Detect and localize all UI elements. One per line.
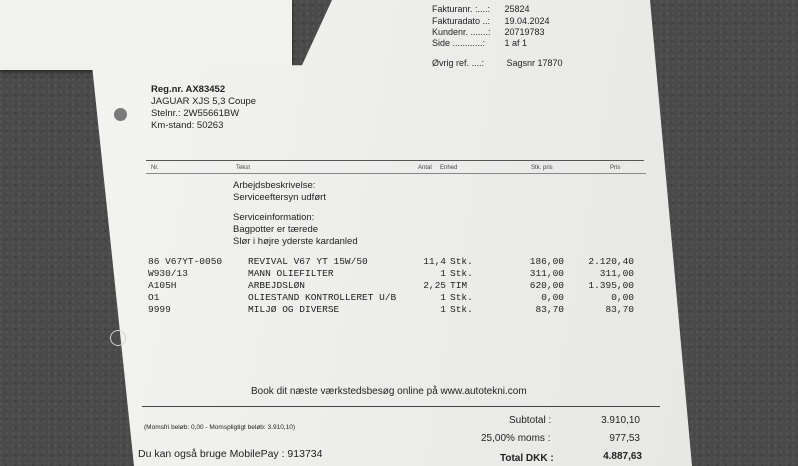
col-header-text: Tekst [236, 165, 251, 171]
line-item-qty: 11,4 [423, 256, 446, 267]
line-item-unit: Stk. [450, 292, 473, 303]
mileage: Km-stand: 50263 [151, 120, 224, 131]
vat-note: (Momsfri beløb: 0,00 - Momspligtigt beløb: 3.910,10) [144, 424, 296, 431]
table-top-rule [146, 160, 644, 161]
line-item-qty: 2,25 [423, 280, 446, 291]
meta-label: Fakturanr. :....: [432, 4, 491, 14]
punch-hole [114, 108, 127, 121]
meta-label: Kundenr. .......: [432, 27, 491, 37]
meta-value: 20719783 [504, 27, 545, 37]
invoice-meta-row [432, 27, 545, 37]
meta-value: 25824 [504, 4, 530, 14]
line-item-unit-price: 311,00 [529, 268, 564, 279]
line-item-amount: 311,00 [599, 268, 634, 279]
meta-value: 1 af 1 [504, 38, 528, 48]
vehicle-model: JAGUAR XJS 5,3 Coupe [151, 96, 257, 107]
line-item-number: O1 [148, 292, 160, 303]
service-info-title: Serviceinformation: [233, 212, 315, 223]
line-item-text: REVIVAL V67 YT 15W/50 [248, 256, 368, 267]
service-info-line: Bagpotter er tærede [233, 224, 319, 235]
other-ref-value: Sagsnr 17870 [506, 58, 563, 68]
line-item-qty: 1 [440, 292, 446, 303]
vat-value: 977,53 [609, 433, 640, 444]
subtotal-value: 3.910,10 [601, 415, 640, 426]
subtotal-label: Subtotal : [509, 415, 552, 426]
vat-label: 25,00% moms : [481, 433, 551, 444]
footer-rule [142, 406, 660, 407]
line-item-text: ARBEJDSLØN [248, 280, 306, 291]
work-description-title: Arbejdsbeskrivelse: [233, 180, 316, 191]
line-item-unit: TIM [450, 280, 468, 291]
line-item-unit-price: 0,00 [541, 292, 564, 303]
line-item-number: W930/13 [148, 268, 188, 279]
line-item-number: 86 V67YT-0050 [148, 256, 223, 267]
total-label: Total DKK : [500, 453, 554, 464]
line-item-unit-price: 186,00 [529, 256, 564, 267]
line-item-text: MANN OLIEFILTER [248, 268, 334, 279]
col-header-unit: Enhed [440, 165, 458, 171]
table-header-rule [146, 173, 646, 174]
line-item-amount: 1.395,00 [588, 280, 634, 291]
table-row [148, 256, 648, 268]
total-value: 4.887,63 [603, 451, 642, 462]
vehicle-info [151, 84, 256, 132]
mobilepay-note: Du kan også bruge MobilePay : 913734 [138, 448, 323, 460]
other-ref-label: Øvrig ref. ....: [432, 58, 485, 68]
line-item-amount: 83,70 [605, 304, 634, 315]
col-header-nr: Nr. [151, 165, 159, 171]
reg-number: Reg.nr. AX83452 [151, 84, 226, 95]
col-header-unit-price: Stk. pris [531, 165, 553, 171]
table-row [148, 268, 648, 280]
table-row [148, 304, 648, 316]
invoice-meta-row [432, 16, 550, 26]
meta-label: Fakturadato ..: [432, 16, 491, 26]
line-item-unit-price: 83,70 [535, 304, 564, 315]
service-info-line: Slør i højre yderste kardanled [233, 236, 358, 247]
work-description-text: Serviceeftersyn udført [233, 192, 326, 203]
line-item-text: MILJØ OG DIVERSE [248, 304, 340, 315]
punch-hole-outline [110, 330, 126, 346]
line-item-text: OLIESTAND KONTROLLERET U/B [248, 292, 397, 303]
line-item-unit: Stk. [450, 256, 473, 267]
chassis-number: Stelnr.: 2W55661BW [151, 108, 240, 119]
table-row [148, 292, 648, 304]
col-header-amount: Pris [610, 165, 621, 171]
invoice-meta-row [432, 38, 527, 48]
meta-value: 19.04.2024 [504, 16, 550, 26]
table-row [148, 280, 648, 292]
line-item-number: 9999 [148, 304, 171, 315]
line-item-amount: 2.120,40 [588, 256, 634, 267]
booking-promo-text: Book dit næste værkstedsbesøg online på www.autotekni.com [251, 386, 527, 397]
other-reference [432, 58, 563, 68]
line-item-unit: Stk. [450, 268, 473, 279]
line-item-number: A105H [148, 280, 177, 291]
line-item-qty: 1 [440, 268, 446, 279]
line-item-qty: 1 [440, 304, 446, 315]
line-item-unit-price: 620,00 [529, 280, 564, 291]
line-item-unit: Stk. [450, 304, 473, 315]
invoice-meta-row [432, 4, 530, 14]
line-item-amount: 0,00 [611, 292, 634, 303]
col-header-qty: Antal [418, 165, 432, 171]
meta-label: Side ............: [432, 38, 486, 48]
